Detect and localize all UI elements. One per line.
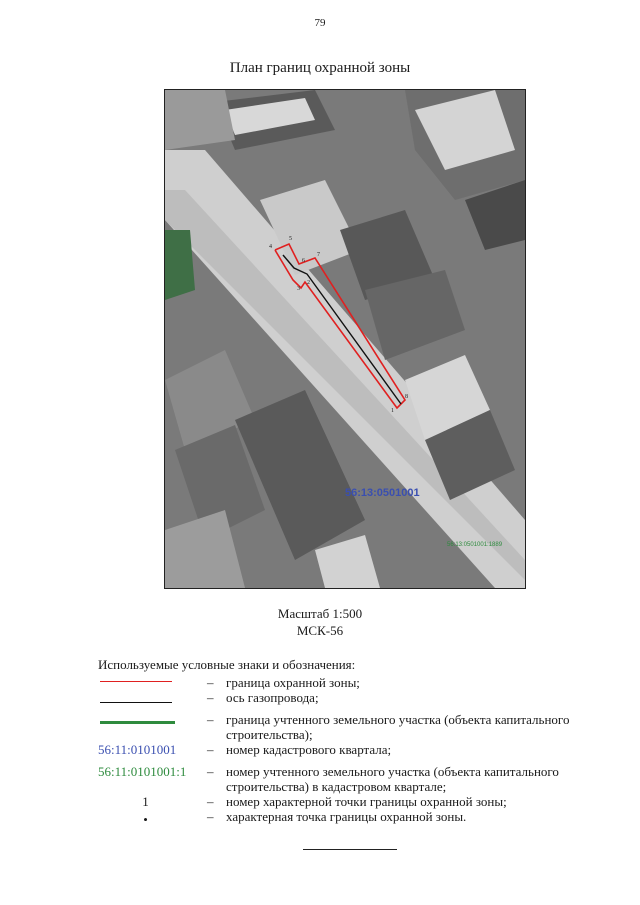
map-scale: Масштаб 1:500 (277, 606, 363, 621)
parcel-boundary-line-symbol (100, 721, 175, 724)
legend-dash: – (207, 690, 214, 705)
coordinate-system: МСК-56 (296, 623, 344, 638)
parcel-area (165, 230, 195, 300)
legend-text: номер характерной точки границы охранной зоны; (226, 794, 507, 809)
quarter-number-symbol: 56:11:0101001 (98, 742, 177, 757)
legend-text: граница учтенного земельного участка (объекта капитального строительства); (226, 712, 570, 742)
aerial-map (164, 89, 526, 589)
pipe-axis-line-symbol (100, 702, 172, 703)
boundary-point-label: 1 (391, 408, 394, 414)
legend-text: граница охранной зоны; (226, 675, 360, 690)
boundary-point-label: 8 (405, 394, 408, 400)
document-title: План границ охранной зоны (229, 60, 411, 76)
legend-dash: – (207, 764, 214, 779)
legend-text: характерная точка границы охранной зоны. (226, 809, 467, 824)
legend-dash: – (207, 794, 214, 809)
point-dot-symbol: • (143, 812, 148, 827)
legend-text: номер кадастрового квартала; (226, 742, 392, 757)
page-number: 79 (314, 17, 326, 29)
cadastral-quarter-label: 56:13:0501001 (345, 487, 420, 499)
boundary-point-label: 7 (317, 252, 320, 258)
footer-rule (303, 849, 397, 850)
legend-dash: – (207, 712, 214, 727)
legend-dash: – (207, 675, 214, 690)
legend-text: ось газопровода; (226, 690, 319, 705)
parcel-number-symbol: 56:11:0101001:1 (98, 764, 187, 779)
boundary-line-symbol (100, 681, 172, 682)
boundary-point-label: 4 (269, 244, 272, 250)
legend-text: номер учтенного земельного участка (объекта капитального строительства) в кадастровом квартале; (226, 764, 559, 794)
aerial-photo (165, 90, 525, 588)
parcel-number-label: 56:13:0501001:1889 (447, 542, 503, 548)
boundary-point-label: 2 (307, 280, 310, 286)
boundary-point-label: 3 (297, 286, 300, 292)
legend-dash: – (207, 809, 214, 824)
boundary-point-label: 6 (302, 258, 305, 264)
boundary-point-label: 5 (289, 236, 292, 242)
point-number-symbol: 1 (142, 794, 149, 809)
legend-heading: Используемые условные знаки и обозначения: (98, 657, 356, 672)
legend-dash: – (207, 742, 214, 757)
